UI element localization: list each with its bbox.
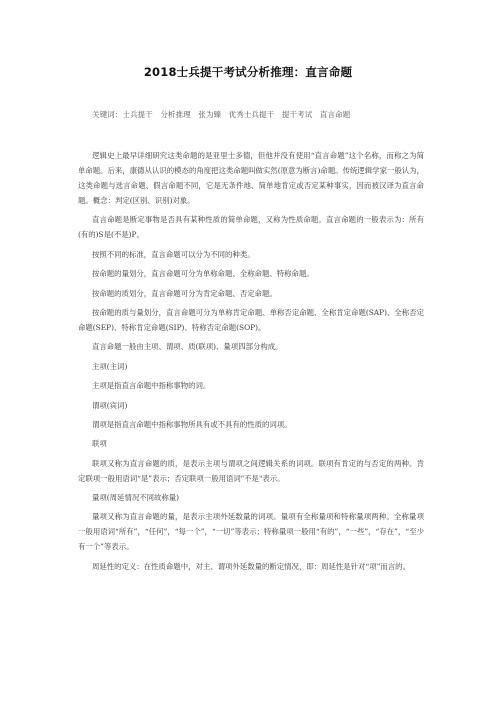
section-heading: 联项 [92, 439, 107, 449]
paragraph: 逻辑史上最早详细研究这类命题的是亚里士多德，但他并没有使用“直言命题”这个名称，而称之为简单命题。后来，康德从认识的模态的角度把这类命题叫做实然(原意为断言)命题。传统逻辑学家一般认为，这类命题与选言命题、假言命题不同，它是无条件地、简单地肯定或否定某种事实，因而被汉译为直言命题。概念：判定(区别、识别)对象。 [78, 151, 424, 205]
paragraph: 直言命题是断定事物是否具有某种性质的简单命题，又称为性质命题。直言命题的一般表示为：所有(有的)S是(不是)P。 [78, 215, 424, 240]
document-body [78, 148, 424, 578]
document-title: 2018士兵提干考试分析推理：直言命题 [143, 65, 353, 79]
paragraph: 谓项是指直言命题中指称事物所具有或不具有的性质的词项。 [92, 419, 292, 429]
paragraph: 按照不同的标准，直言命题可以分为不同的种类。 [92, 249, 255, 259]
section-heading: 主项(主词) [92, 361, 128, 371]
paragraph: 主项是指直言命题中指称事物的词。 [92, 381, 211, 391]
section-heading: 量项(周延情况不同故称量) [92, 493, 180, 503]
paragraph: 按命题的质划分，直言命题可分为肯定命题、否定命题。 [92, 288, 277, 298]
paragraph: 周延性的定义：在性质命题中，对主、谓项外延数量的断定情况，即：周延性是针对“项”而言的。 [92, 561, 410, 571]
paragraph: 按命题的量划分，直言命题可分为单称命题、全称命题、特称命题。 [92, 269, 314, 279]
section-heading: 谓项(宾词) [92, 400, 128, 410]
paragraph: 按命题的质与量划分，直言命题可分为单称肯定命题、单称否定命题、全称肯定命题(SAP)、全称否定命题(SEP)、特称肯定命题(SIP)、特称否定命题(SOP)。 [78, 307, 424, 332]
paragraph: 联项又称为直言命题的质，是表示主项与谓项之间逻辑关系的词项。联项有肯定的与否定的两种。肯定联项一般用语词“是”表示；否定联项一般用语词"不是"表示。 [78, 458, 424, 483]
paragraph: 量项又称为直言命题的量，是表示主项外延数量的词项。量项有全称量项和特称量项两种。全称量项一般用语词“所有”，“任何”，“每一个”，“一切”等表示；特称量项一般用“有的”，“一些”，“存在”，“至少有一个”等表示。 [78, 512, 424, 552]
paragraph: 直言命题一般由主项、谓项、质(联项)、量项四部分构成。 [92, 342, 283, 352]
keywords-line: 关键词：士兵提干 分析推理 张为臻 优秀士兵提干 提干考试 直言命题 [92, 110, 351, 119]
